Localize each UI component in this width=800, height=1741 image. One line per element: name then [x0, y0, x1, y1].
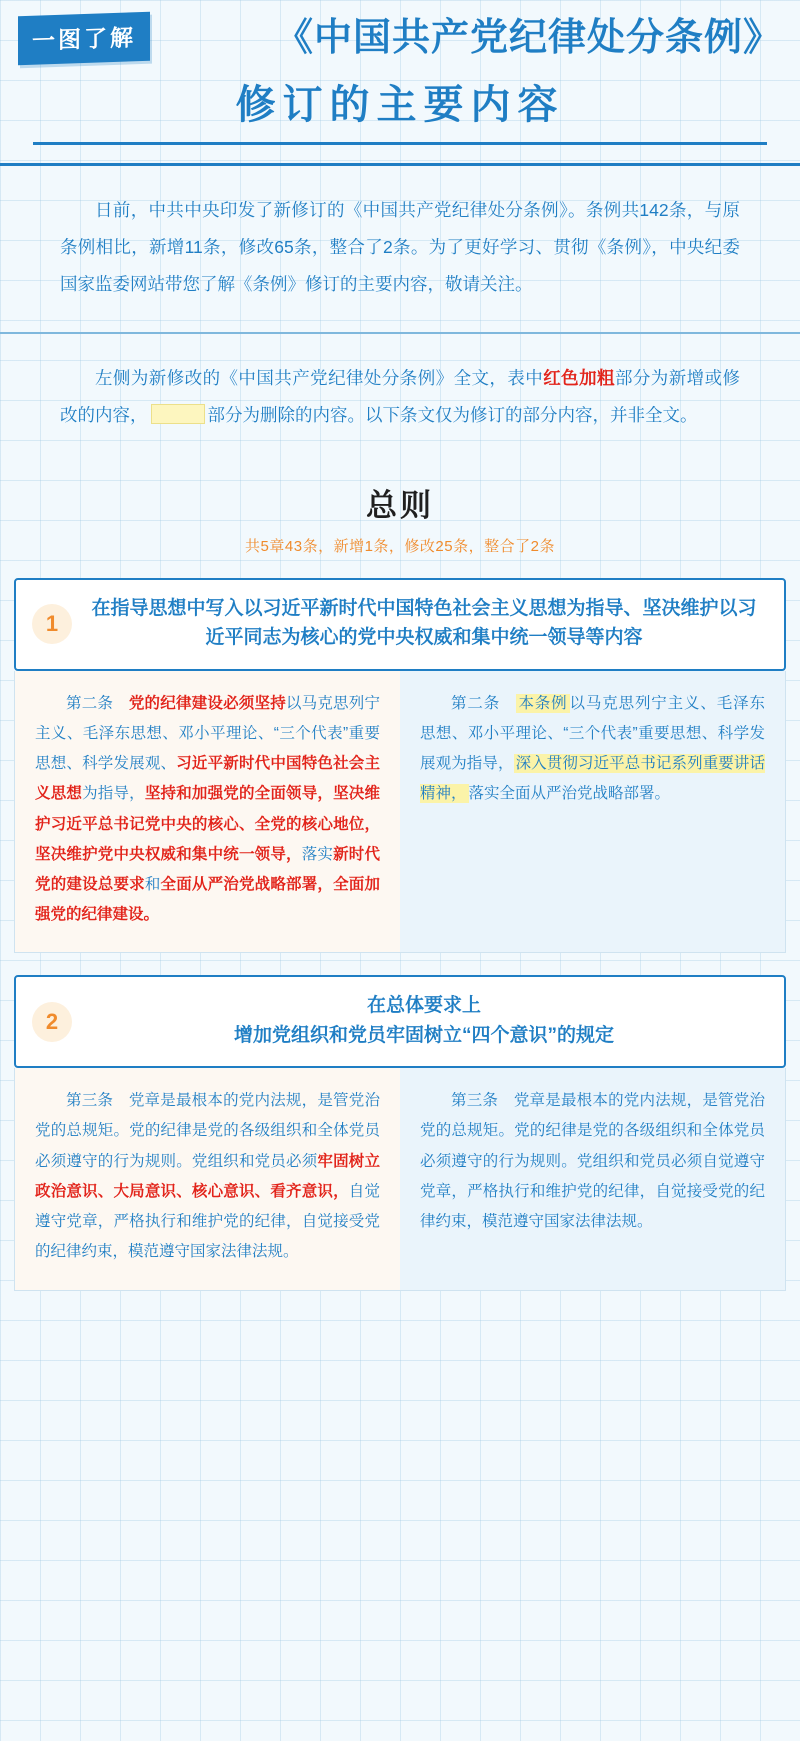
- changed-text: 全面从严治党战略部署，全面加强党的纪律建设。: [35, 875, 380, 924]
- legend-note: [0, 334, 800, 454]
- section-header: [0, 480, 800, 556]
- page-subtitle: 修订的主要内容: [235, 83, 565, 127]
- body-text: 落实全面从严治党战略部署。: [468, 785, 671, 803]
- article-paragraph: [420, 689, 765, 810]
- article-label: 第三条: [451, 1092, 514, 1110]
- body-text: 和: [144, 875, 161, 893]
- legend-note-part3: 部分为删除的内容。以下条文仅为修订的部分内容，并非全文。: [207, 405, 698, 425]
- article-paragraph: [35, 1086, 380, 1267]
- body-text: 以马克思列宁主义、毛泽东思想、邓小平理论、“三个代表”重要思想、科学发展观为指导，: [420, 694, 765, 773]
- body-text: 自觉遵守党章，严格执行和维护党的纪律，自觉接受党的纪律约束，模范遵守国家法律法规。: [35, 1182, 380, 1261]
- body-text: 党章是最根本的党内法规，是管党治党的总规矩。党的纪律是党的各级组织和全体党员必须遵守的行为规则。党组织和党员必须: [35, 1092, 380, 1170]
- items-container: [0, 578, 800, 1291]
- new-version-column: [15, 671, 400, 953]
- article-label: 第二条: [451, 694, 517, 712]
- changed-text: 坚持和加强党的全面领导，坚决维护习近平总书记党中央的核心、全党的核心地位，坚决维护党中央权威和集中统一领导，: [35, 785, 380, 863]
- changed-text: 党的纪律建设必须坚持: [128, 694, 286, 712]
- body-text: 落实: [301, 845, 334, 863]
- comparison-columns: [14, 671, 786, 954]
- changed-text: 习近平新时代中国特色社会主义思想: [35, 755, 380, 803]
- old-version-column: [400, 671, 785, 953]
- item-heading-box: [14, 578, 786, 671]
- item-card: [14, 578, 786, 954]
- legend-yellow-swatch: [151, 404, 205, 424]
- changed-text: 牢固树立政治意识、大局意识、核心意识、看齐意识，: [35, 1152, 380, 1200]
- page-title: 《中国共产党纪律处分条例》: [274, 16, 782, 59]
- item-heading-box: [14, 975, 786, 1068]
- changed-text: 新时代党的建设总要求: [35, 845, 380, 893]
- deleted-text: 深入贯彻习近平总书记系列重要讲话精神，: [420, 755, 765, 803]
- item-number-badge: 1: [32, 604, 72, 644]
- body-text: 为指导，: [82, 785, 145, 803]
- body-text: 以马克思列宁主义、毛泽东思想、邓小平理论、“三个代表”重要思想、科学发展观、: [35, 694, 380, 773]
- article-paragraph: [35, 689, 380, 931]
- intro-paragraph: 日前，中共中央印发了新修订的《中国共产党纪律处分条例》。条例共142条，与原条例相比，新增11条，修改65条，整合了2条。为了更好学习、贯彻《条例》，中央纪委国家监委网站带您了解《条例》修订的主要内容，敬请关注。: [0, 166, 800, 334]
- body-text: 党章是最根本的党内法规，是管党治党的总规矩。党的纪律是党的各级组织和全体党员必须遵守的行为规则。党组织和党员必须自觉遵守党章，严格执行和维护党的纪律，自觉接受党的纪律约束，模范遵守国家法律法规。: [420, 1092, 765, 1231]
- item-card: [14, 975, 786, 1290]
- item-heading-text: 在总体要求上 增加党组织和党员牢固树立“四个意识”的规定: [233, 995, 614, 1046]
- item-number-badge: 2: [32, 1002, 72, 1042]
- article-label: 第三条: [66, 1092, 129, 1110]
- ribbon-badge: 一图了解: [18, 12, 150, 66]
- new-version-column: [15, 1068, 400, 1289]
- section-title: 总则: [366, 487, 434, 523]
- deleted-text: 本条例: [518, 694, 568, 712]
- comparison-columns: [14, 1068, 786, 1290]
- item-heading-text: 在指导思想中写入以习近平新时代中国特色社会主义思想为指导、坚决维护以习近平同志为核心的党中央权威和集中统一领导等内容: [91, 597, 757, 649]
- section-meta: 共5章43条，新增1条，修改25条，整合了2条: [245, 537, 555, 555]
- legend-red-label: 红色加粗: [543, 368, 615, 389]
- header-top-row: [18, 14, 782, 63]
- legend-note-part1: 左侧为新修改的《中国共产党纪律处分条例》全文，表中: [95, 368, 544, 389]
- old-version-column: [400, 1068, 785, 1289]
- article-label: 第二条: [66, 694, 129, 712]
- bottom-spacer: [0, 1291, 800, 1317]
- article-paragraph: [420, 1086, 765, 1237]
- page-header: [0, 0, 800, 166]
- legend-note-part2: 部分为新增或修改的内容，: [60, 368, 741, 425]
- title-divider: [33, 142, 766, 145]
